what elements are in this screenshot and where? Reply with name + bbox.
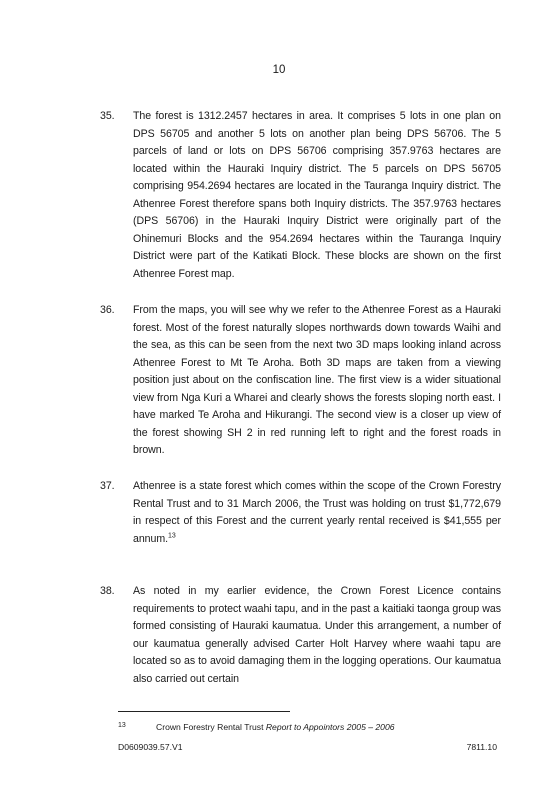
paragraph-number: 37. xyxy=(100,480,115,492)
paragraph-number: 35. xyxy=(100,110,115,122)
footnote-title: Report to Appointors 2005 – 2006 xyxy=(265,722,395,732)
footnote-divider xyxy=(118,711,290,712)
footnote xyxy=(118,722,395,732)
paragraph-text: From the maps, you will see why we refer to the Athenree Forest as a Hauraki forest. Most of the forest naturally slopes northwards down towards Waihi and the sea, as this can be seen from the next two 3D maps looking inland across Athenree Forest to Mt Te Aroha. Both 3D maps are taken from a viewing position just about on the confiscation line. The first view is a wider situational view from Nga Kuri a Wharei and clearly shows the forests sloping north east. I have marked Te Aroha and Hikurangi. The second view is a closer up view of the forest showing SH 2 in red running left to right and the forest roads in brown. xyxy=(133,304,501,457)
paragraph-text: The forest is 1312.2457 hectares in area. It comprises 5 lots in one plan on DPS 56705 and another 5 lots on another plan being DPS 56706. The 5 parcels of land or lots on DPS 56706 comprising 357.9763 hectares are located within the Hauraki Inquiry district. The 5 parcels on DPS 56705 comprising 954.2694 hectares are located in the Tauranga Inquiry district. The Athenree Forest therefore spans both Inquiry districts. The 357.9763 hectares (DPS 56706) in the Hauraki Inquiry District were originally part of the Ohinemuri Blocks and the 954.2694 hectares within the Tauranga Inquiry District were part of the Katikati Block. These blocks are shown on the first Athenree Forest map. xyxy=(133,110,501,280)
paragraph-36 xyxy=(100,302,501,460)
footnote-number: 13 xyxy=(118,722,126,729)
paragraph-text: As noted in my earlier evidence, the Crown Forest Licence contains requirements to protect waahi tapu, and in the past a kaitiaki taonga group was formed consisting of Hauraki kaumatua. Under this arrangement, a number of our kaumatua generally advised Carter Holt Harvey where waahi tapu are located so as to avoid damaging them in the logging operations. Our kaumatua also carried out certain xyxy=(133,585,501,685)
paragraph-number: 36. xyxy=(100,304,115,316)
footnote-prefix: Crown Forestry Rental Trust xyxy=(156,722,266,732)
paragraph-35 xyxy=(100,108,501,283)
document-code: 7811.10 xyxy=(466,742,497,752)
paragraph-37 xyxy=(100,478,501,548)
document-id: D0609039.57.V1 xyxy=(118,742,183,752)
paragraph-number: 38. xyxy=(100,585,115,597)
footnote-reference: 13 xyxy=(168,532,176,540)
paragraph-text xyxy=(133,478,501,548)
paragraph-38 xyxy=(100,583,501,688)
page-number: 10 xyxy=(272,64,286,76)
paragraph-body: Athenree is a state forest which comes within the scope of the Crown Forestry Rental Trust and to 31 March 2006, the Trust was holding on trust $1,772,679 in respect of this Forest and the current yearly rental received is $41,555 per annum. xyxy=(133,480,501,545)
